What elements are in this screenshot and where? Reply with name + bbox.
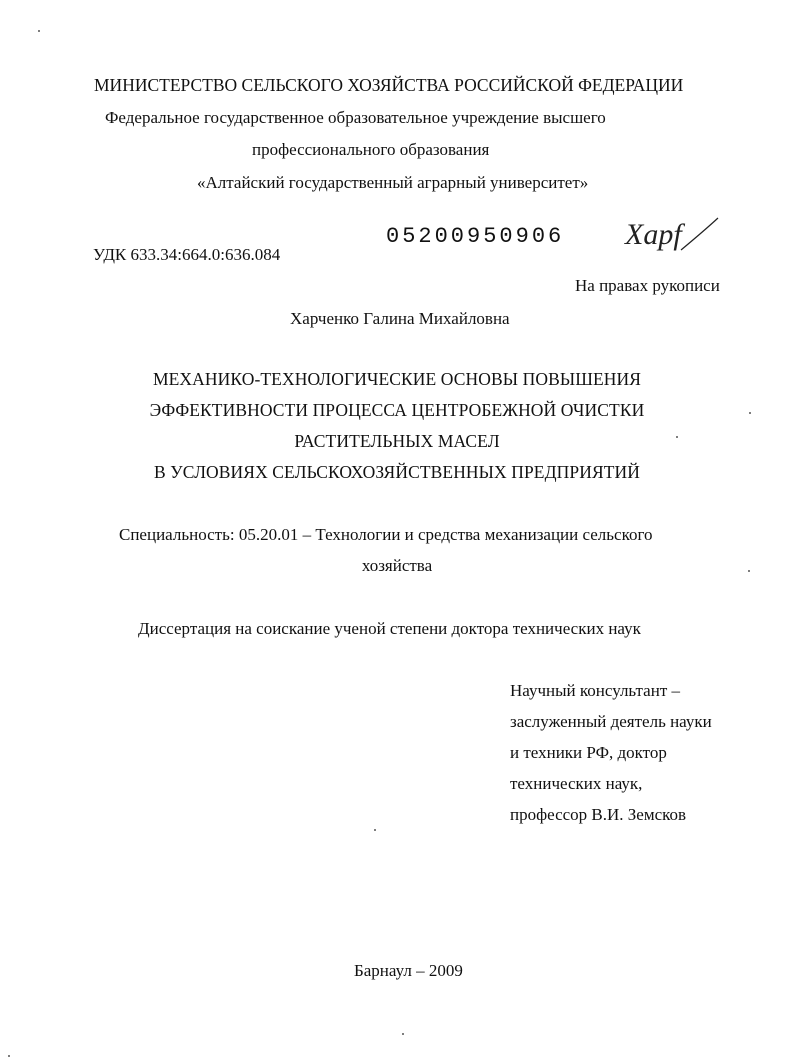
manuscript-note: На правах рукописи (575, 276, 720, 295)
consultant-line-2: заслуженный деятель науки (510, 712, 712, 731)
institution-line-1: Федеральное государственное образовательное учреждение высшего (105, 108, 606, 127)
consultant-line-1: Научный консультант – (510, 681, 680, 700)
title-line-3: РАСТИТЕЛЬНЫХ МАСЕЛ (294, 431, 500, 451)
specialty-line-2: хозяйства (361, 556, 433, 575)
specialty-line-1: Специальность: 05.20.01 – Технологии и средства механизации сельского (119, 525, 653, 544)
scan-speck (38, 30, 40, 32)
university-name: «Алтайский государственный аграрный университет» (197, 173, 589, 192)
consultant-line-4: технических наук, (510, 774, 643, 793)
consultant-line-3: и техники РФ, доктор (510, 743, 667, 762)
title-line-4: В УСЛОВИЯХ СЕЛЬСКОХОЗЯЙСТВЕННЫХ ПРЕДПРИЯТИЙ (154, 462, 640, 482)
signature-text: Харf (625, 218, 682, 251)
ministry-heading: МИНИСТЕРСТВО СЕЛЬСКОГО ХОЗЯЙСТВА РОССИЙСКОЙ ФЕДЕРАЦИИ (94, 75, 684, 95)
scan-speck (402, 1033, 404, 1035)
scan-speck (748, 570, 750, 572)
scan-speck (676, 436, 678, 438)
scan-speck (374, 829, 376, 831)
title-line-1: МЕХАНИКО-ТЕХНОЛОГИЧЕСКИЕ ОСНОВЫ ПОВЫШЕНИЯ (152, 369, 641, 389)
udk-code: УДК 633.34:664.0:636.084 (93, 245, 281, 264)
scan-speck (749, 412, 751, 414)
institution-line-2: профессионального образования (252, 140, 490, 159)
dissertation-type: Диссертация на соискание ученой степени доктора технических наук (138, 619, 641, 638)
footer-city-year: Барнаул – 2009 (354, 961, 463, 980)
scan-speck (8, 1055, 10, 1057)
consultant-line-5: профессор В.И. Земсков (510, 805, 687, 824)
title-line-2: ЭФФЕКТИВНОСТИ ПРОЦЕССА ЦЕНТРОБЕЖНОЙ ОЧИСТКИ (149, 400, 645, 420)
signature (623, 210, 723, 265)
registration-number: 05200950906 (386, 224, 565, 249)
author-name: Харченко Галина Михайловна (290, 309, 510, 328)
